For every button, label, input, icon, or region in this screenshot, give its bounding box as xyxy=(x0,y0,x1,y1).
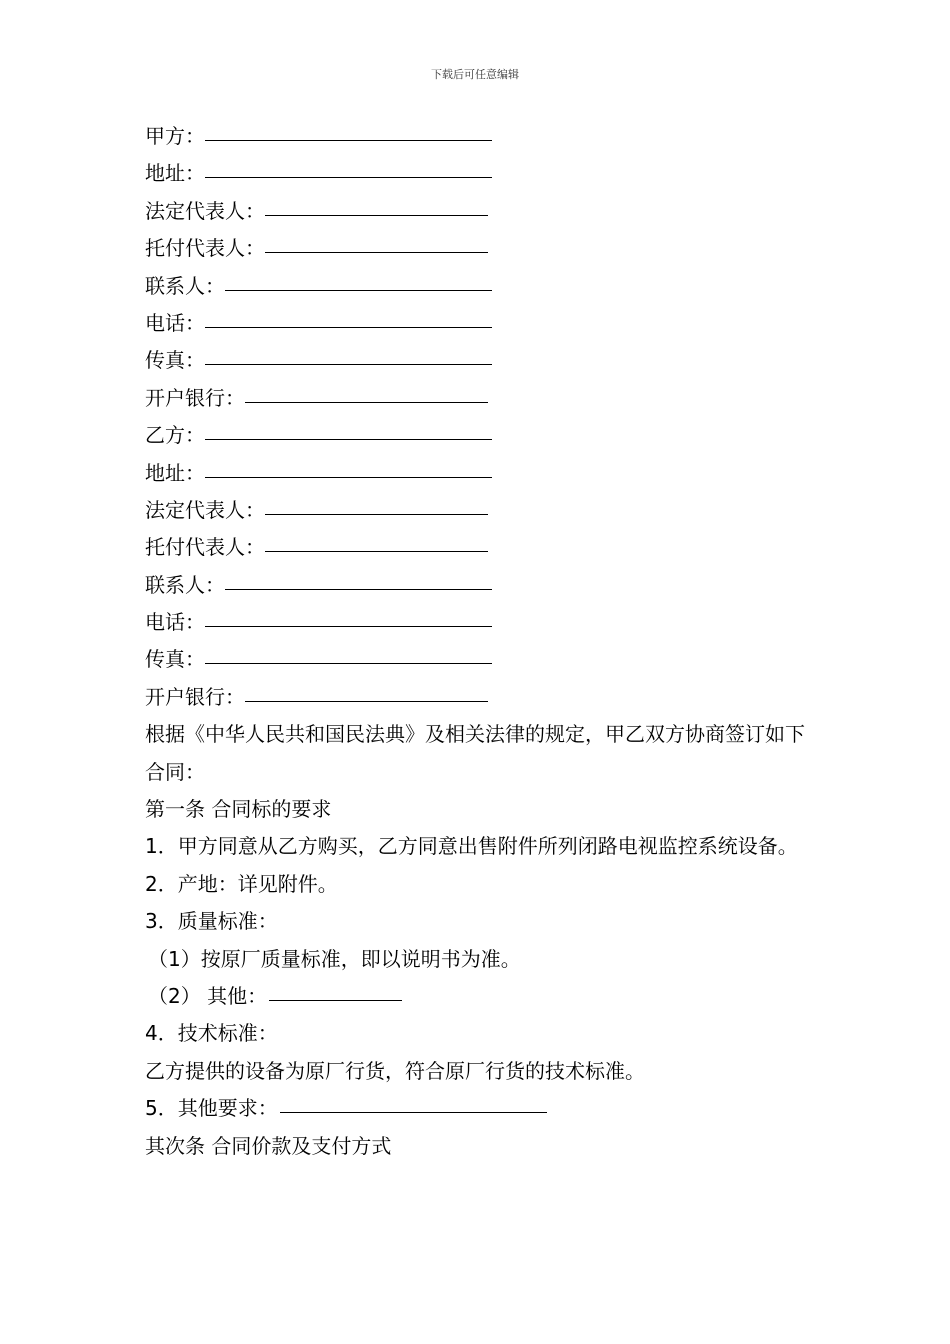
party-a-bank-blank[interactable] xyxy=(245,380,488,403)
item-3-sub-2-row xyxy=(145,978,815,1015)
party-a-address-row xyxy=(145,155,815,192)
party-b-name-blank[interactable] xyxy=(205,417,492,440)
party-a-fax-label: 传真： xyxy=(145,348,205,373)
party-a-bank-row xyxy=(145,380,815,417)
party-a-legal-rep-row xyxy=(145,193,815,230)
item-5-row xyxy=(145,1090,815,1127)
item-4: 4．技术标准： xyxy=(145,1021,278,1046)
party-b-address-blank[interactable] xyxy=(205,455,492,478)
party-b-phone-label: 电话： xyxy=(145,610,205,635)
party-b-bank-label: 开户银行： xyxy=(145,684,245,709)
party-b-name-label: 乙方： xyxy=(145,423,205,448)
party-b-legal-rep-row xyxy=(145,492,815,529)
party-b-contact-row xyxy=(145,567,815,604)
article-2-title: 其次条 合同价款及支付方式 xyxy=(145,1133,392,1158)
preamble: 根据《中华人民共和国民法典》及相关法律的规定，甲乙双方协商签订如下合同： xyxy=(145,722,805,784)
party-a-fax-row xyxy=(145,342,815,379)
party-a-fax-blank[interactable] xyxy=(205,342,492,365)
party-a-agent-blank[interactable] xyxy=(265,230,488,253)
party-b-contact-blank[interactable] xyxy=(225,567,492,590)
party-b-address-row xyxy=(145,455,815,492)
party-b-legal-rep-blank[interactable] xyxy=(265,492,488,515)
article-1-title: 第一条 合同标的要求 xyxy=(145,797,332,822)
party-a-name-row xyxy=(145,118,815,155)
party-b-bank-row xyxy=(145,679,815,716)
item-3: 3．质量标准： xyxy=(145,909,278,934)
item-1: 1．甲方同意从乙方购买，乙方同意出售附件所列闭路电视监控系统设备。 xyxy=(145,834,798,859)
party-b-contact-label: 联系人： xyxy=(145,572,225,597)
item-4-text: 乙方提供的设备为原厂行货，符合原厂行货的技术标准。 xyxy=(145,1058,645,1083)
party-a-address-label: 地址： xyxy=(145,161,205,186)
item-5-label: 5．其他要求： xyxy=(145,1096,278,1121)
party-a-contact-blank[interactable] xyxy=(225,268,492,291)
party-a-phone-blank[interactable] xyxy=(205,305,492,328)
party-b-name-row xyxy=(145,417,815,454)
contract-body xyxy=(145,118,815,1165)
party-b-address-label: 地址： xyxy=(145,460,205,485)
party-b-fax-blank[interactable] xyxy=(205,641,492,664)
header-note: 下载后可任意编辑 xyxy=(431,68,519,81)
party-a-contact-row xyxy=(145,268,815,305)
party-b-agent-blank[interactable] xyxy=(265,529,488,552)
party-b-agent-label: 托付代表人： xyxy=(145,535,265,560)
party-a-contact-label: 联系人： xyxy=(145,273,225,298)
party-a-legal-rep-label: 法定代表人： xyxy=(145,198,265,223)
party-a-legal-rep-blank[interactable] xyxy=(265,193,488,216)
party-b-phone-row xyxy=(145,604,815,641)
party-b-agent-row xyxy=(145,529,815,566)
party-a-agent-row xyxy=(145,230,815,267)
item-2: 2．产地：详见附件。 xyxy=(145,871,338,896)
item-5-blank[interactable] xyxy=(280,1090,547,1113)
party-a-agent-label: 托付代表人： xyxy=(145,236,265,261)
party-a-bank-label: 开户银行： xyxy=(145,385,245,410)
party-b-fax-row xyxy=(145,641,815,678)
item-3-sub-2-label: （2） 其他： xyxy=(148,984,268,1009)
party-a-name-blank[interactable] xyxy=(205,118,492,141)
party-a-address-blank[interactable] xyxy=(205,155,492,178)
party-b-bank-blank[interactable] xyxy=(245,679,488,702)
item-3-sub-1: （1）按原厂质量标准，即以说明书为准。 xyxy=(148,946,521,971)
party-b-legal-rep-label: 法定代表人： xyxy=(145,497,265,522)
party-a-phone-label: 电话： xyxy=(145,310,205,335)
item-3-sub-2-blank[interactable] xyxy=(269,978,402,1001)
party-a-phone-row xyxy=(145,305,815,342)
party-a-name-label: 甲方： xyxy=(145,124,205,148)
party-b-phone-blank[interactable] xyxy=(205,604,492,627)
party-b-fax-label: 传真： xyxy=(145,647,205,672)
